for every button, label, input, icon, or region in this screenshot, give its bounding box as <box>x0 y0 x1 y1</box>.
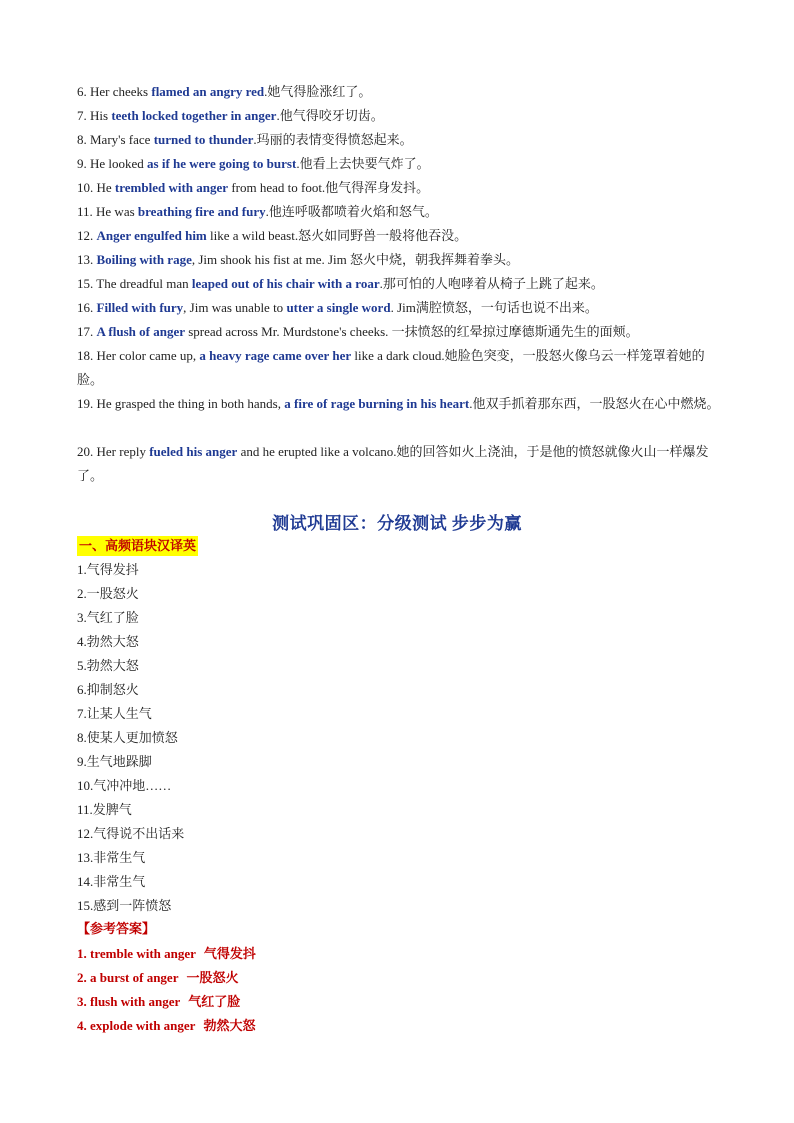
example-sentence <box>77 104 723 128</box>
sentence-text: 10. He <box>77 180 115 195</box>
sentence-text: , Jim was unable to <box>183 300 287 315</box>
sentence-text: .他连呼吸都喷着火焰和怒气。 <box>265 204 438 219</box>
sentence-text: 8. Mary's face <box>77 132 154 147</box>
sentence-text: 11. He was <box>77 204 138 219</box>
question-item: 6.抑制怒火 <box>77 682 139 697</box>
highlighted-phrase: a fire of rage burning in his heart <box>284 396 470 411</box>
sentence-text: .玛丽的表情变得愤怒起来。 <box>253 132 413 147</box>
example-sentence <box>77 80 723 104</box>
answer-english: 3. flush with anger <box>77 994 181 1009</box>
sentence-text: 9. He looked <box>77 156 148 171</box>
answer-chinese: 气红了脸 <box>188 994 241 1009</box>
example-sentence <box>77 176 723 200</box>
sentence-text: .他气得咬牙切齿。 <box>276 108 384 123</box>
answer-item <box>77 944 256 964</box>
highlighted-phrase: as if he were going to burst <box>147 156 297 171</box>
question-item: 13.非常生气 <box>77 850 146 865</box>
sentence-text: 18. Her color came up, <box>77 348 200 363</box>
sentence-text: 15. The dreadful man <box>77 276 192 291</box>
highlighted-phrase: Anger engulfed him <box>96 228 207 243</box>
question-item: 15.感到一阵愤怒 <box>77 898 172 913</box>
highlighted-phrase: Filled with fury <box>96 300 184 315</box>
sentence-text: 12. <box>77 228 97 243</box>
question-item: 12.气得说不出话来 <box>77 826 185 841</box>
question-item: 2.一股怒火 <box>77 586 139 601</box>
sentence-text: 7. His <box>77 108 112 123</box>
example-sentence <box>77 440 723 488</box>
highlighted-phrase: leaped out of his chair with a roar <box>191 276 380 291</box>
sentence-text: 6. Her cheeks <box>77 84 152 99</box>
question-item: 14.非常生气 <box>77 874 146 889</box>
example-sentence <box>77 296 723 320</box>
question-item: 5.勃然大怒 <box>77 658 139 673</box>
highlighted-phrase: Boiling with rage <box>96 252 192 267</box>
example-sentence <box>77 224 723 248</box>
question-item: 10.气冲冲地…… <box>77 778 172 793</box>
answer-chinese: 一股怒火 <box>186 970 239 985</box>
highlighted-phrase: A flush of anger <box>96 324 185 339</box>
highlighted-phrase: utter a single word <box>286 300 391 315</box>
section-title: 测试巩固区：分级测试 步步为赢 <box>272 514 522 533</box>
highlighted-phrase: flamed an angry red <box>151 84 265 99</box>
example-sentence <box>77 320 723 344</box>
sentence-text: .她气得脸涨红了。 <box>264 84 372 99</box>
question-item: 7.让某人生气 <box>77 706 152 721</box>
sentence-text: from head to foot.他气得浑身发抖。 <box>228 180 430 195</box>
answer-heading: 【参考答案】 <box>77 921 156 936</box>
highlighted-phrase: a heavy rage came over her <box>199 348 352 363</box>
answer-chinese: 勃然大怒 <box>203 1018 256 1033</box>
example-sentence <box>77 200 723 224</box>
sentence-text: .他双手抓着那东西，一股怒火在心中燃烧。 <box>469 396 720 411</box>
sentence-text: like a dark cloud.她脸色突变，一股怒火像乌云一样笼罩着她的脸。 <box>77 348 705 387</box>
exercise-heading: 一、高频语块汉译英 <box>77 536 198 556</box>
answer-item <box>77 1016 255 1036</box>
example-sentence <box>77 152 723 176</box>
question-item: 3.气红了脸 <box>77 610 139 625</box>
answer-english: 2. a burst of anger <box>77 970 179 985</box>
highlighted-phrase: trembled with anger <box>114 180 229 195</box>
question-item: 11.发脾气 <box>77 802 132 817</box>
sentence-text: 19. He grasped the thing in both hands, <box>77 396 285 411</box>
sentence-text: spread across Mr. Murdstone's cheeks. 一抹愤怒的红晕掠过摩德斯通先生的面颊。 <box>184 324 639 339</box>
highlighted-phrase: fueled his anger <box>149 444 238 459</box>
question-item: 1.气得发抖 <box>77 562 139 577</box>
highlighted-phrase: teeth locked together in anger <box>111 108 277 123</box>
sentence-text: 17. <box>77 324 97 339</box>
highlighted-phrase: turned to thunder <box>153 132 254 147</box>
highlighted-phrase: breathing fire and fury <box>137 204 266 219</box>
example-sentence <box>77 128 723 152</box>
example-sentence <box>77 392 723 416</box>
question-item: 4.勃然大怒 <box>77 634 139 649</box>
sentence-text: 20. Her reply <box>77 444 150 459</box>
sentence-text: like a wild beast.怒火如同野兽一般将他吞没。 <box>206 228 468 243</box>
sentence-text: 13. <box>77 252 97 267</box>
example-sentence <box>77 272 723 296</box>
sentence-text: .他看上去快要气炸了。 <box>296 156 430 171</box>
answer-item <box>77 992 240 1012</box>
sentence-text: and he erupted like a volcano.她的回答如火上浇油，于是他的愤怒就像火山一样爆发了。 <box>77 444 709 483</box>
example-sentence <box>77 248 723 272</box>
question-item: 8.使某人更加愤怒 <box>77 730 178 745</box>
sentence-text: .那可怕的人咆哮着从椅子上跳了起来。 <box>379 276 604 291</box>
sentence-text: . Jim满腔愤怒，一句话也说不出来。 <box>390 300 598 315</box>
sentence-text: , Jim shook his fist at me. Jim 怒火中烧，朝我挥舞着拳头。 <box>191 252 520 267</box>
answer-chinese: 气得发抖 <box>203 946 256 961</box>
answer-english: 4. explode with anger <box>77 1018 196 1033</box>
answer-item <box>77 968 238 988</box>
answer-english: 1. tremble with anger <box>77 946 196 961</box>
sentence-text: 16. <box>77 300 97 315</box>
example-sentence <box>77 344 723 392</box>
question-item: 9.生气地跺脚 <box>77 754 152 769</box>
